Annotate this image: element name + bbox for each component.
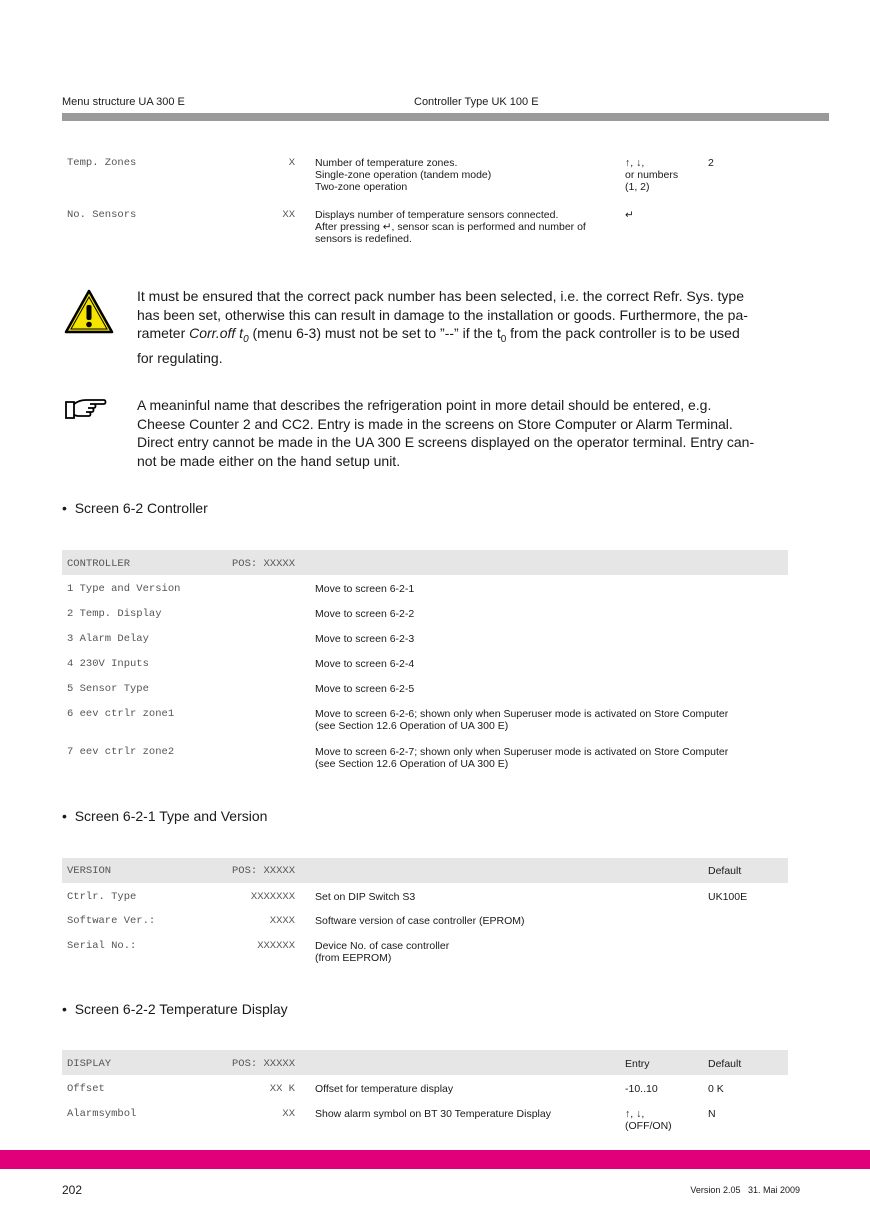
header-left: Menu structure UA 300 E (62, 96, 185, 108)
param-name: Temp. Zones (67, 157, 137, 169)
menu-item: 2 Temp. Display (67, 608, 162, 620)
note-text: A meaninful name that describes the refrigeration point in more detail should be entered, e.g. Cheese Counter 2 and CC2. Entry is made in the screens on Store Computer or Alarm Terminal. Direct entry cannot be made in the UA 300 E screens displayed on the operator terminal. Entry can- not be made either on the hand setup unit. (137, 397, 755, 469)
menu-item-desc: Move to screen 6-2-3 (315, 633, 415, 645)
param-value: XX (282, 1108, 295, 1120)
header-center: Controller Type UK 100 E (414, 96, 539, 108)
param-desc: Show alarm symbol on BT 30 Temperature Display (315, 1108, 551, 1120)
param-default: 2 (708, 157, 714, 169)
param-value: XXXXXXX (250, 891, 295, 903)
menu-item-desc: Move to screen 6-2-2 (315, 608, 415, 620)
menu-item-desc: Move to screen 6-2-1 (315, 583, 415, 595)
table-header-pos: POS: XXXXX (231, 865, 295, 877)
menu-item: 3 Alarm Delay (67, 633, 149, 645)
param-entry: ↵ (625, 209, 634, 221)
table-header-pos: POS: XXXXX (231, 558, 295, 570)
table-header-default: Default (708, 1058, 742, 1070)
param-entry: -10..10 (625, 1083, 658, 1095)
param-desc: Set on DIP Switch S3 (315, 891, 416, 903)
menu-item: 4 230V Inputs (67, 658, 149, 670)
section-title: • Screen 6-2 Controller (62, 500, 208, 516)
param-value: XXXX (269, 915, 295, 927)
param-name: Software Ver.: (67, 915, 156, 927)
param-entry: ↑, ↓, (OFF/ON) (625, 1108, 672, 1132)
table-header (62, 1050, 788, 1075)
table-header-default: Default (708, 865, 742, 877)
param-name: Ctrlr. Type (67, 891, 137, 903)
param-name: Serial No.: (67, 940, 137, 952)
warning-icon (64, 289, 114, 335)
param-desc: Offset for temperature display (315, 1083, 454, 1095)
section-title: • Screen 6-2-1 Type and Version (62, 808, 268, 824)
menu-item: 1 Type and Version (67, 583, 181, 595)
menu-item: 6 eev ctrlr zone1 (67, 708, 175, 720)
table-header-name: VERSION (67, 865, 112, 877)
param-name: No. Sensors (67, 209, 137, 221)
param-desc: Displays number of temperature sensors connected. After pressing ↵, sensor scan is performed and number of sensors is redefined. (315, 209, 586, 245)
table-header-pos: POS: XXXXX (231, 1058, 295, 1070)
header-bar (62, 113, 829, 121)
table-header (62, 858, 788, 883)
param-value: XX (282, 209, 295, 221)
param-value: XX K (269, 1083, 295, 1095)
param-desc: Number of temperature zones. Single-zone operation (tandem mode) Two-zone operation (315, 157, 492, 193)
param-desc: Software version of case controller (EPROM) (315, 915, 525, 927)
section-title: • Screen 6-2-2 Temperature Display (62, 1001, 288, 1017)
param-name: Offset (67, 1083, 105, 1095)
param-default: 0 K (708, 1083, 724, 1095)
table-header-name: CONTROLLER (67, 558, 131, 570)
param-desc: Device No. of case controller (from EEPROM) (315, 940, 450, 964)
table-header-entry: Entry (625, 1058, 650, 1070)
footer-bar (0, 1150, 870, 1169)
version-info: Version 2.05 31. Mai 2009 (690, 1185, 800, 1195)
param-value: X (288, 157, 295, 169)
table-header (62, 550, 788, 575)
param-entry: ↑, ↓, or numbers (1, 2) (625, 157, 679, 193)
menu-item: 5 Sensor Type (67, 683, 149, 695)
pointing-hand-icon (64, 396, 108, 422)
menu-item-desc: Move to screen 6-2-4 (315, 658, 415, 670)
menu-item-desc: Move to screen 6-2-6; shown only when Superuser mode is activated on Store Computer (see Section 12.6 Operation of UA 300 E) (315, 708, 729, 732)
param-name: Alarmsymbol (67, 1108, 137, 1120)
param-default: N (708, 1108, 716, 1120)
menu-item: 7 eev ctrlr zone2 (67, 746, 175, 758)
table-header-name: DISPLAY (67, 1058, 112, 1070)
param-default: UK100E (708, 891, 748, 903)
menu-item-desc: Move to screen 6-2-5 (315, 683, 415, 695)
menu-item-desc: Move to screen 6-2-7; shown only when Superuser mode is activated on Store Computer (see Section 12.6 Operation of UA 300 E) (315, 746, 729, 770)
param-value: XXXXXX (257, 940, 295, 952)
warning-text: It must be ensured that the correct pack number has been selected, i.e. the correct Refr. Sys. type has been set, otherwise this can result in damage to the installation or goods. Furthermore, the pa- rameter Corr.off $t_0$ (menu 6-3) must not be set to ”--” if the $t_0$ from the pack controller is to be used for regulating. (137, 288, 748, 367)
page-number: 202 (62, 1183, 83, 1197)
